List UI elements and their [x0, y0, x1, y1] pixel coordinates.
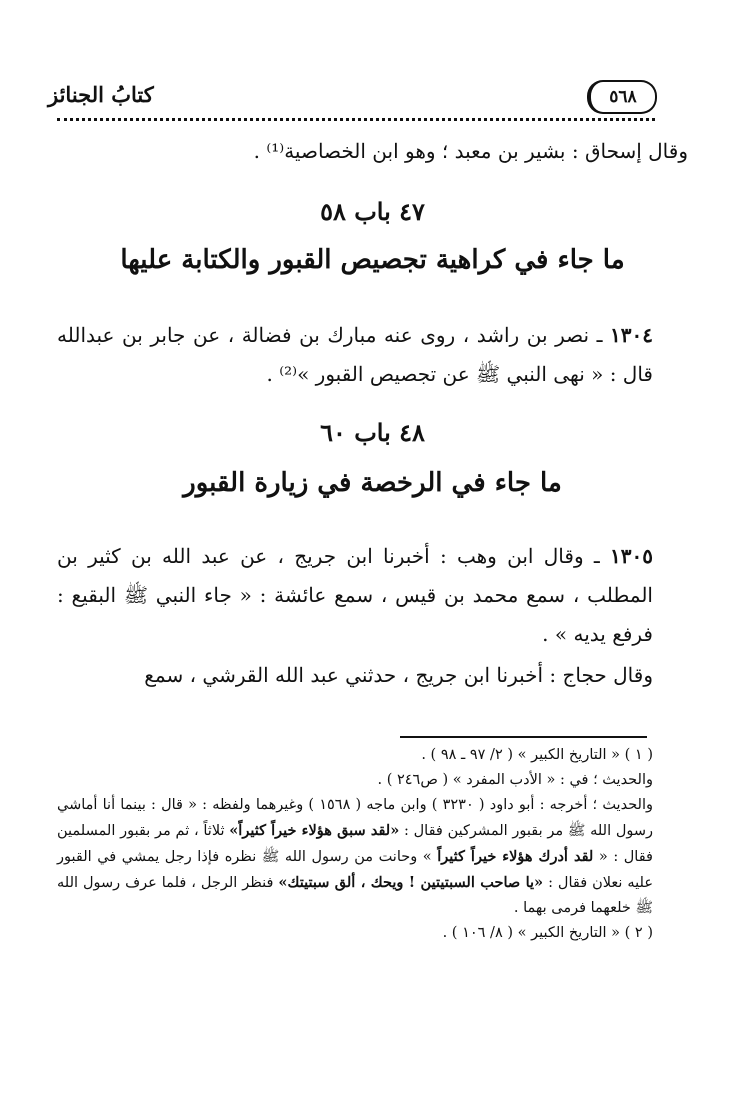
running-title: كتابُ الجنائز — [48, 82, 154, 107]
hadith-text: ـ وقال ابن وهب : أخبرنا ابن جريج ، عن عبد الله بن كثير بن المطلب ، سمع محمد بن قيس ، سمع عائشة : « جاء النبي ﷺ البقيع : فرفع يديه » . — [57, 544, 653, 646]
footnote-quote: «لقد سبق هؤلاء خيراً كثيراً» — [229, 822, 400, 839]
hadith-1305 — [57, 537, 653, 654]
footnote-2: ( ٢ ) « التاريخ الكبير » ( ٨/ ١٠٦ ) . — [442, 925, 653, 941]
footnote-1-body — [57, 793, 653, 921]
footnote-text: فنظر الرجل ، فلما عرف رسول الله ﷺ خلعهما فرمى بهما . — [57, 875, 653, 916]
header-divider — [57, 118, 655, 121]
intro-line: وقال إسحاق : بشير بن معبد ؛ وهو ابن الخصاصية⁽¹⁾ . — [253, 139, 688, 163]
chapter-title-47: ما جاء في كراهية تجصيص القبور والكتابة عليها — [120, 245, 625, 275]
chapter-title-48: ما جاء في الرخصة في زيارة القبور — [183, 468, 562, 498]
hadith-1304 — [57, 316, 653, 394]
footnote-text: » وحانت من رسول الله ﷺ نظره فإذا رجل يمشي في القبور عليه نعلان فقال : — [57, 849, 653, 891]
chapter-number-48: ٤٨ باب ٦٠ — [320, 418, 425, 447]
hajjaj-line: وقال حجاج : أخبرنا ابن جريج ، حدثني عبد الله القرشي ، سمع — [144, 663, 653, 687]
hadith-number: ١٣٠٥ — [610, 544, 653, 568]
footnote-1-source: ( ١ ) « التاريخ الكبير » ( ٢/ ٩٧ ـ ٩٨ ) . — [421, 747, 653, 763]
chapter-number-47: ٤٧ باب ٥٨ — [320, 197, 425, 226]
page-number-badge — [587, 80, 657, 114]
footnote-quote: «يا صاحب السبتيتين ! ويحك ، ألق سبتيتك» — [278, 874, 544, 891]
footnotes — [57, 743, 653, 946]
footnote-1-reference: والحديث ؛ في : « الأدب المفرد » ( ص٢٤٦ ) . — [377, 772, 653, 788]
footnote-text: والحديث ؛ أخرجه : أبو داود ( ٣٢٣٠ ) وابن ماجه ( ١٥٦٨ ) وغيرهما ولفظه : « قال : بينما أنا أماشي رسول الله ﷺ مر بقبور المشركين فقال : — [57, 797, 654, 839]
footnote-divider — [400, 736, 647, 738]
footnote-quote: لقد أدرك هؤلاء خيراً كثيراً — [437, 848, 594, 865]
hadith-number: ١٣٠٤ — [610, 323, 653, 347]
page-number: ٥٦٨ — [609, 87, 637, 107]
footnote-text: ثلاثاً ، ثم مر بقبور المسلمين فقال : « — [57, 823, 653, 865]
hadith-text: ـ نصر بن راشد ، روى عنه مبارك بن فضالة ، عن جابر بن عبدالله قال : « نهى النبي ﷺ عن تجصيص القبور »⁽²⁾ . — [57, 323, 653, 386]
